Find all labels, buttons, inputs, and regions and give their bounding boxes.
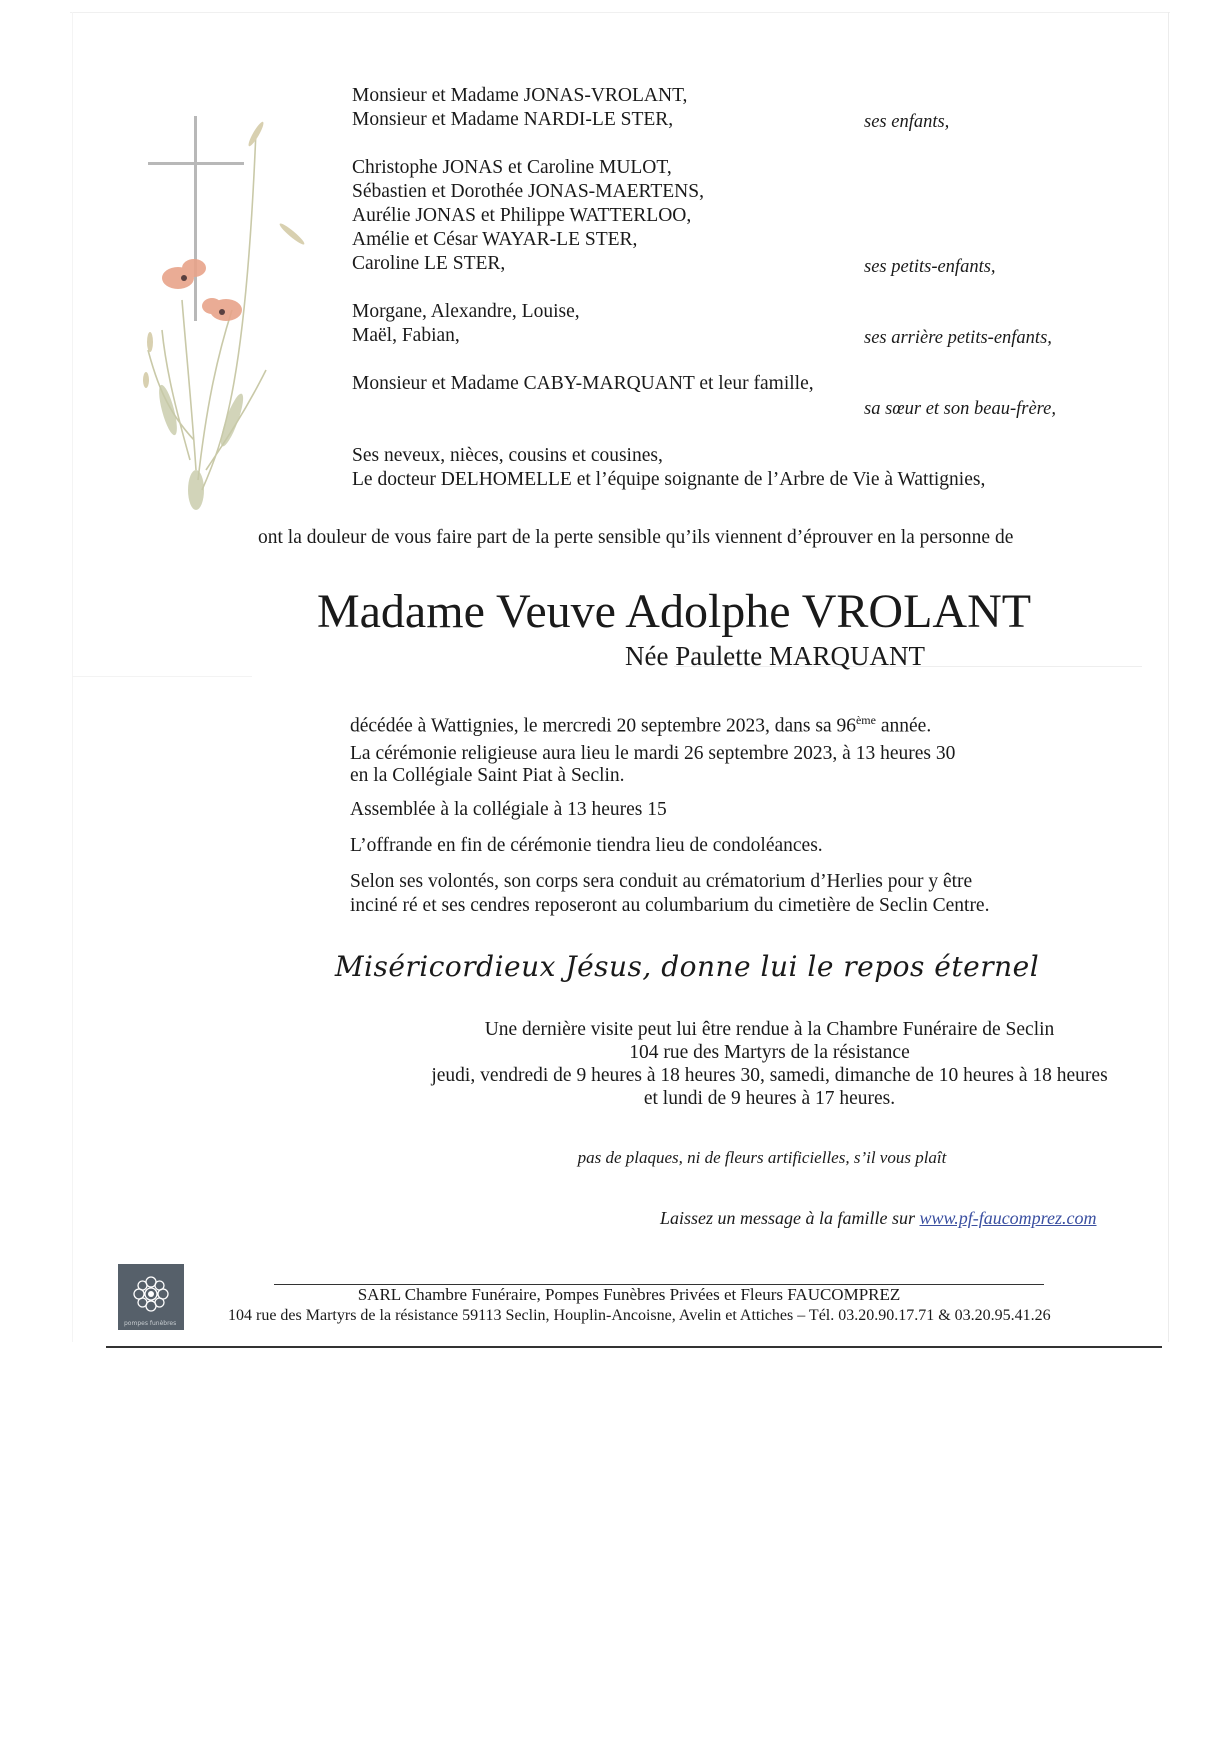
family-line: Sébastien et Dorothée JONAS-MAERTENS, — [352, 181, 704, 202]
visit-line: et lundi de 9 heures à 17 heures. — [643, 1088, 896, 1109]
family-line: Christophe JONAS et Caroline MULOT, — [352, 157, 672, 178]
footer-address: 104 rue des Martyrs de la résistance 59113 Seclin, Houplin-Ancoisne, Avelin et Attiches – Tél. 03.20.90.17.71 & 03.20.95.41.26 — [228, 1307, 1051, 1324]
family-line: Ses neveux, nièces, cousins et cousines, — [352, 445, 663, 466]
family-line: Monsieur et Madame JONAS-VROLANT, — [352, 85, 688, 106]
family-line: Maël, Fabian, — [352, 325, 460, 346]
cross-icon — [136, 110, 326, 520]
visit-line: jeudi, vendredi de 9 heures à 18 heures 30, samedi, dimanche de 10 heures à 18 heures — [431, 1065, 1108, 1086]
logo-caption: pompes funèbres — [124, 1320, 177, 1327]
relation-label: ses arrière petits-enfants, — [864, 328, 1052, 348]
offering-line: L’offrande en fin de cérémonie tiendra lieu de condoléances. — [350, 835, 823, 856]
family-line: Monsieur et Madame NARDI-LE STER, — [352, 109, 674, 130]
announcement-text: ont la douleur de vous faire part de la perte sensible qu’ils viennent d’éprouver en la personne de — [258, 527, 1014, 548]
relation-label: ses enfants, — [864, 112, 950, 132]
ceremony-line: La cérémonie religieuse aura lieu le mardi 26 septembre 2023, à 13 heures 30 — [350, 743, 956, 764]
family-line: Monsieur et Madame CABY-MARQUANT et leur famille, — [352, 373, 814, 394]
family-line: Le docteur DELHOMELLE et l’équipe soignante de l’Arbre de Vie à Wattignies, — [352, 469, 986, 490]
page-edge-top — [70, 12, 1170, 13]
wish-line: Selon ses volontés, son corps sera conduit au crématorium d’Herlies pour y être — [350, 871, 973, 892]
motto-script: Miséricordieux Jésus, donne lui le repos éternel — [334, 950, 1040, 983]
family-line: Morgane, Alexandre, Louise, — [352, 301, 580, 322]
flowers-note: pas de plaques, ni de fleurs artificielles, s’il vous plaît — [577, 1148, 947, 1167]
wish-line: inciné ré et ses cendres reposeront au columbarium du cimetière de Seclin Centre. — [350, 895, 990, 916]
deceased-name: Madame Veuve Adolphe VROLANT — [316, 585, 1032, 638]
family-line: Amélie et César WAYAR-LE STER, — [352, 229, 638, 250]
death-info — [350, 708, 931, 739]
visit-line: 104 rue des Martyrs de la résistance — [629, 1042, 910, 1063]
ceremony-line: en la Collégiale Saint Piat à Seclin. — [350, 765, 625, 786]
family-line: Caroline LE STER, — [352, 253, 506, 274]
cross-poppies-illustration — [136, 110, 326, 520]
death-info-end: année. — [875, 715, 932, 737]
footer-company: SARL Chambre Funéraire, Pompes Funèbres Privées et Fleurs FAUCOMPREZ — [357, 1285, 901, 1304]
message-text: Laissez un message à la famille sur — [660, 1208, 920, 1228]
website-link[interactable]: www.pf-faucomprez.com — [919, 1208, 1097, 1228]
visit-line: Une dernière visite peut lui être rendue à la Chambre Funéraire de Seclin — [484, 1019, 1055, 1040]
assembly-line: Assemblée à la collégiale à 13 heures 15 — [350, 799, 667, 820]
family-line: Aurélie JONAS et Philippe WATTERLOO, — [352, 205, 692, 226]
death-info-sup: ème — [855, 713, 876, 727]
death-info-text: décédée à Wattignies, le mercredi 20 septembre 2023, dans sa 96 — [350, 715, 856, 737]
scan-line-left — [72, 676, 252, 677]
page-edge-right — [1168, 12, 1169, 1342]
relation-label: ses petits-enfants, — [864, 257, 996, 277]
message-line — [660, 1208, 1097, 1229]
footer-rule — [106, 1346, 1162, 1348]
deceased-birth-name: Née Paulette MARQUANT — [625, 641, 925, 671]
relation-label: sa sœur et son beau-frère, — [864, 399, 1057, 419]
page-edge-left — [72, 12, 73, 1342]
